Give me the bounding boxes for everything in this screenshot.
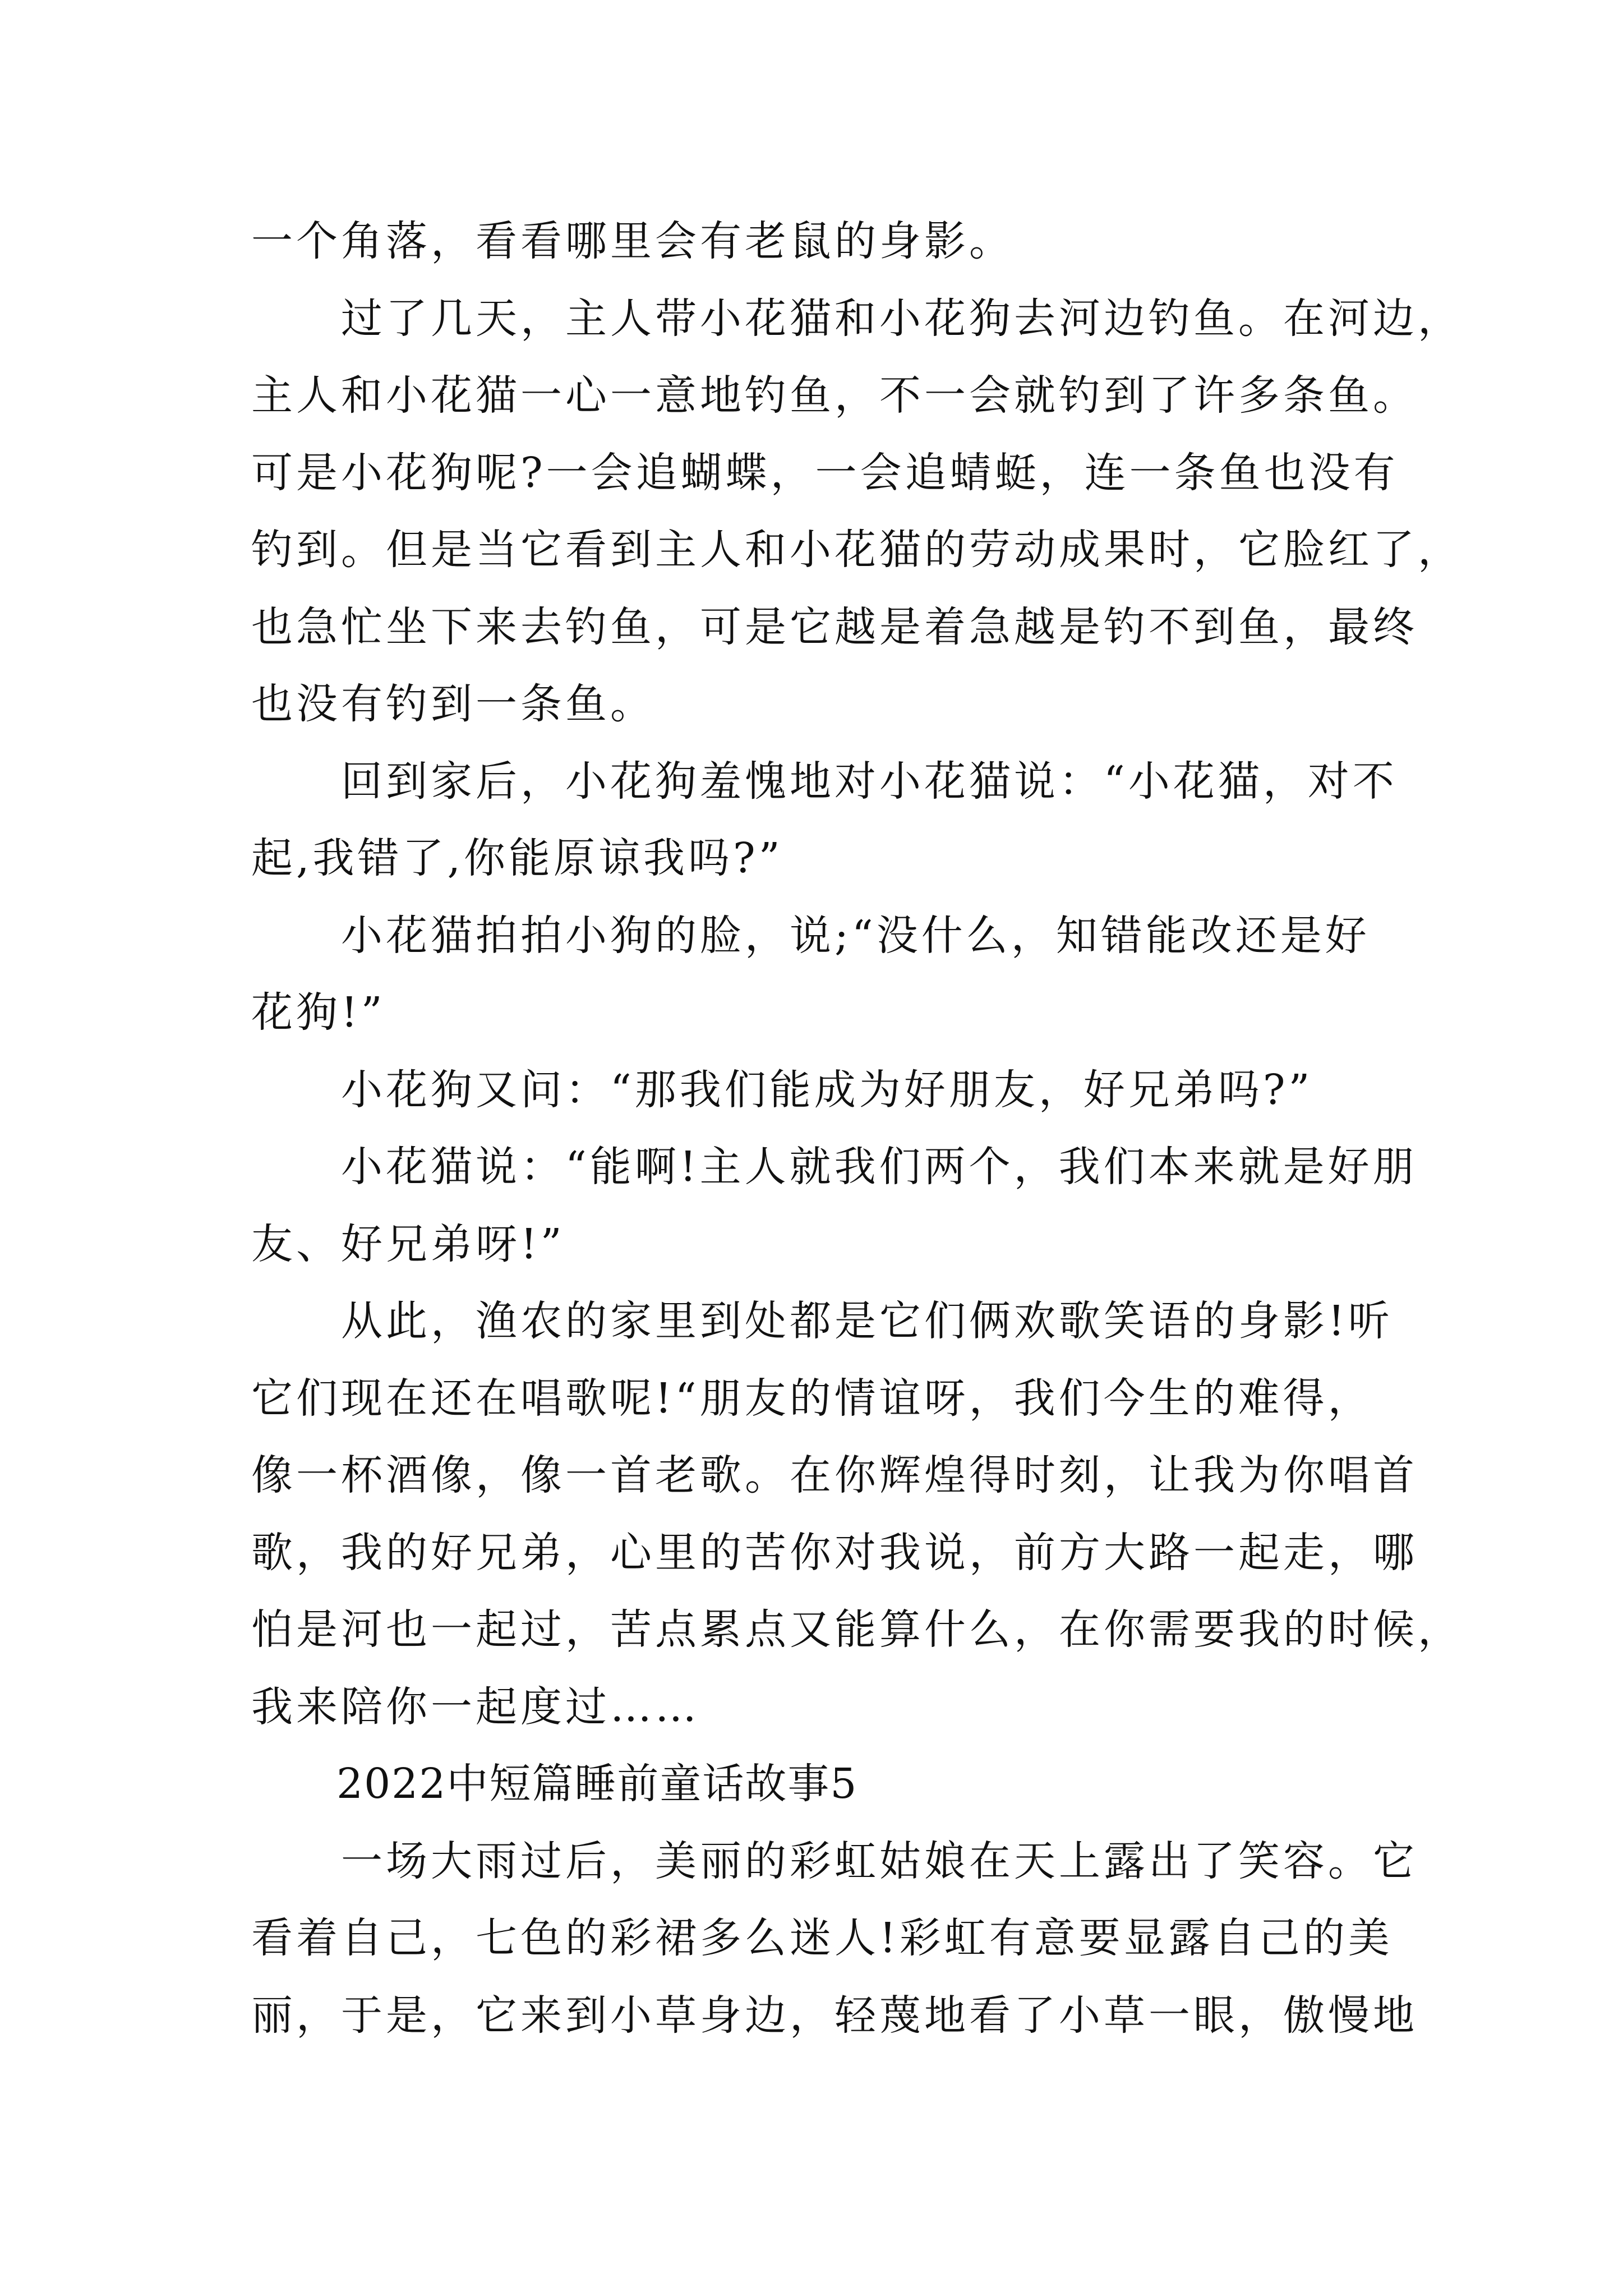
text-line: 丽，于是，它来到小草身边，轻蔑地看了小草一眼，傲慢地: [251, 1991, 1418, 2040]
story-text: [251, 203, 1463, 2054]
text-line: 起,我错了,你能原谅我吗?”: [251, 834, 783, 882]
text-line: 歌，我的好兄弟，心里的苦你对我说，前方大路一起走，哪: [251, 1528, 1418, 1577]
paragraph-start-line: 小花狗又问：“那我们能成为好朋友，好兄弟吗?”: [341, 1065, 1313, 1114]
text-line: 我来陪你一起度过……: [251, 1682, 700, 1731]
text-line: 可是小花狗呢?一会追蝴蝶，一会追蜻蜓，连一条鱼也没有: [251, 448, 1399, 497]
paragraph-start-line: 回到家后，小花狗羞愧地对小花猫说：“小花猫，对不: [341, 757, 1398, 806]
text-line: 怕是河也一起过，苦点累点又能算什么，在你需要我的时候，: [251, 1605, 1463, 1654]
text-line: 看着自己，七色的彩裙多么迷人!彩虹有意要显露自己的美: [251, 1914, 1393, 1962]
paragraph-start-line: 一场大雨过后，美丽的彩虹姑娘在天上露出了笑容。它: [341, 1837, 1418, 1885]
text-line: 像一杯酒像，像一首老歌。在你辉煌得时刻，让我为你唱首: [251, 1451, 1418, 1499]
story-heading: 2022中短篇睡前童话故事5: [336, 1760, 858, 1808]
text-line: 钓到。但是当它看到主人和小花猫的劳动成果时，它脸红了，: [251, 526, 1463, 574]
text-line: 花狗!”: [251, 988, 386, 1037]
text-line: 也急忙坐下来去钓鱼，可是它越是着急越是钓不到鱼，最终: [251, 602, 1418, 651]
paragraph-start-line: 从此，渔农的家里到处都是它们俩欢歌笑语的身影!听: [341, 1297, 1393, 1345]
text-line: 友、好兄弟呀!”: [251, 1220, 565, 1268]
paragraph-start-line: 小花猫拍拍小狗的脸，说;“没什么，知错能改还是好: [341, 911, 1370, 960]
paragraph-start-line: 过了几天，主人带小花猫和小花狗去河边钓鱼。在河边，: [341, 294, 1463, 343]
text-line: 一个角落，看看哪里会有老鼠的身影。: [251, 217, 1014, 265]
paragraph-start-line: 小花猫说：“能啊!主人就我们两个，我们本来就是好朋: [341, 1143, 1418, 1191]
text-line: 它们现在还在唱歌呢!“朋友的情谊呀，我们今生的难得，: [251, 1374, 1373, 1423]
text-line: 主人和小花猫一心一意地钓鱼，不一会就钓到了许多条鱼。: [251, 371, 1418, 420]
text-line: 也没有钓到一条鱼。: [251, 680, 655, 728]
